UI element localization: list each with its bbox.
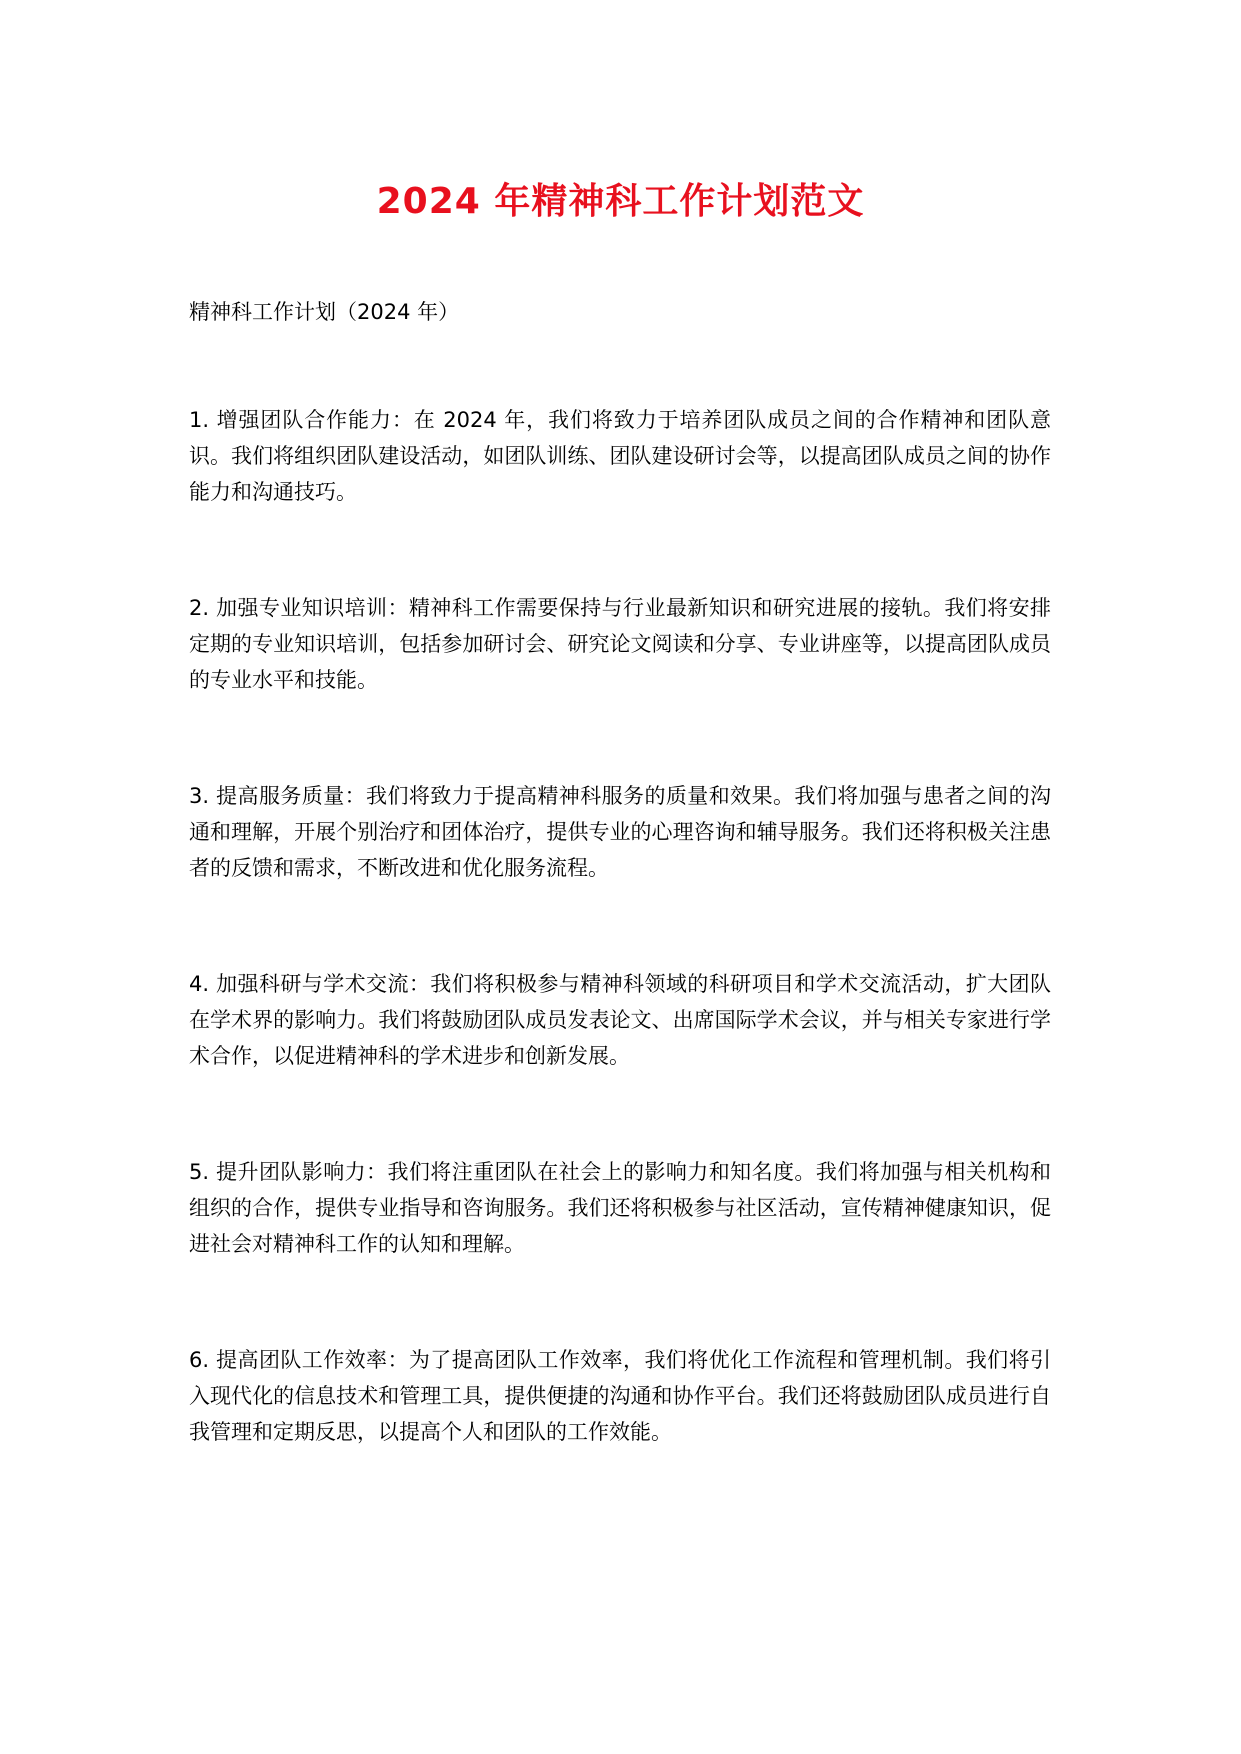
plan-item-5: 5. 提升团队影响力：我们将注重团队在社会上的影响力和知名度。我们将加强与相关机构和组织的合作，提供专业指导和咨询服务。我们还将积极参与社区活动，宣传精神健康知识，促进社会对精神科工作的认知和理解。 [189, 1160, 1051, 1256]
plan-item-4: 4. 加强科研与学术交流：我们将积极参与精神科领域的科研项目和学术交流活动，扩大团队在学术界的影响力。我们将鼓励团队成员发表论文、出席国际学术会议，并与相关专家进行学术合作，以促进精神科的学术进步和创新发展。 [189, 972, 1051, 1068]
document-subtitle: 精神科工作计划（2024 年） [189, 300, 460, 324]
plan-item-1: 1. 增强团队合作能力：在 2024 年，我们将致力于培养团队成员之间的合作精神和团队意识。我们将组织团队建设活动，如团队训练、团队建设研讨会等，以提高团队成员之间的协作能力和沟通技巧。 [189, 408, 1051, 504]
plan-item-6: 6. 提高团队工作效率：为了提高团队工作效率，我们将优化工作流程和管理机制。我们将引入现代化的信息技术和管理工具，提供便捷的沟通和协作平台。我们还将鼓励团队成员进行自我管理和定期反思，以提高个人和团队的工作效能。 [189, 1348, 1051, 1444]
plan-item-2: 2. 加强专业知识培训：精神科工作需要保持与行业最新知识和研究进展的接轨。我们将安排定期的专业知识培训，包括参加研讨会、研究论文阅读和分享、专业讲座等，以提高团队成员的专业水平和技能。 [189, 596, 1051, 692]
plan-item-3: 3. 提高服务质量：我们将致力于提高精神科服务的质量和效果。我们将加强与患者之间的沟通和理解，开展个别治疗和团体治疗，提供专业的心理咨询和辅导服务。我们还将积极关注患者的反馈和需求，不断改进和优化服务流程。 [189, 784, 1051, 880]
document-title: 2024 年精神科工作计划范文 [376, 181, 865, 222]
